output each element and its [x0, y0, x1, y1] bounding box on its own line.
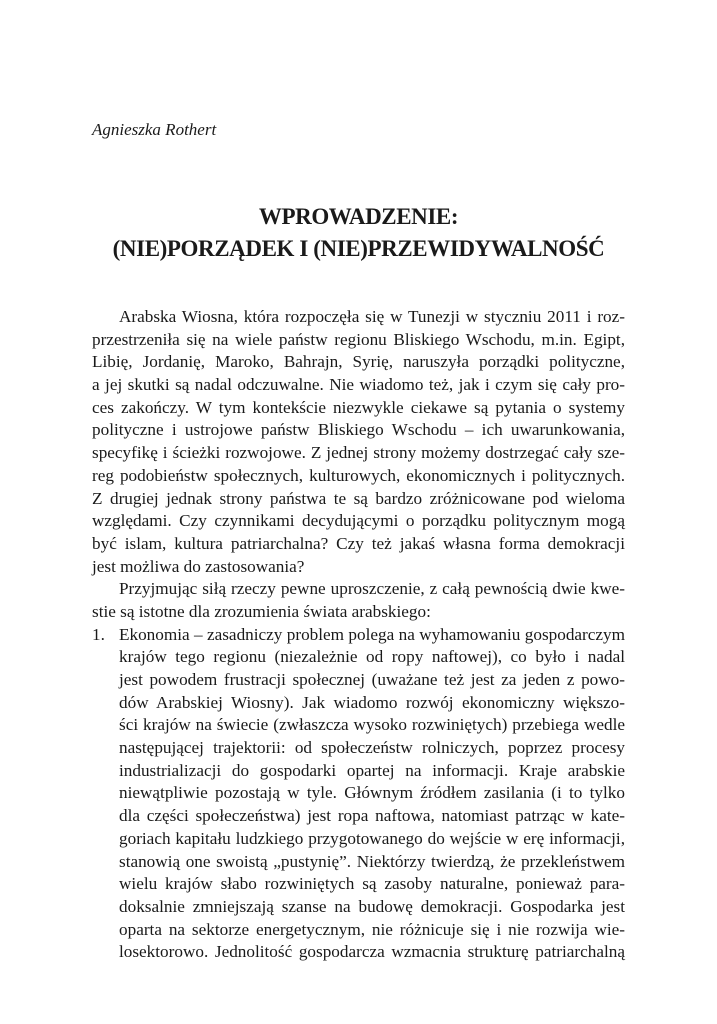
text-line: losektorowo. Jednolitość gospodarcza wzmacnia strukturę patriarchalną — [119, 942, 625, 962]
author-name: Agnieszka Rothert — [92, 120, 217, 139]
text-line: Libię, Jordanię, Maroko, Bahrajn, Syrię, naruszyła porządki polityczne, — [92, 352, 625, 372]
text-line: Przyjmując siłą rzeczy pewne uproszczenie, z całą pewnością dwie kwe- — [119, 579, 625, 599]
list-item-1 — [92, 624, 625, 964]
text-line: polityczne i ustrojowe państw Bliskiego Wschodu – ich uwarunkowania, — [92, 420, 625, 440]
text-line: Arabska Wiosna, która rozpoczęła się w Tunezji w styczniu 2011 i roz- — [119, 307, 625, 326]
text-line: jest możliwa do zastosowania? — [92, 556, 305, 576]
text-line: być islam, kultura patriarchalna? Czy też jakaś własna forma demokracji — [92, 533, 625, 553]
body-text — [92, 306, 625, 964]
list-item-number: 1. — [92, 624, 105, 644]
text-line: stie są istotne dla zrozumienia świata arabskiego: — [92, 601, 431, 621]
text-line: następującej trajektorii: od społeczeństw rolniczych, poprzez procesy — [119, 738, 625, 758]
text-line: oparta na sektorze energetycznym, nie różnicuje się i nie rozwija wie- — [119, 919, 625, 939]
text-line: dla części społeczeństwa) jest ropa naftowa, natomiast patrząc w kate- — [119, 806, 625, 826]
text-line: reg podobieństw społecznych, kulturowych, ekonomicznych i politycznych. — [92, 465, 625, 485]
text-line: niewątpliwie pozostają w tyle. Głównym źródłem zasilania (i to tylko — [119, 783, 625, 803]
text-line: doksalnie zmniejszają szanse na budowę demokracji. Gospodarka jest — [119, 896, 625, 916]
chapter-title — [92, 201, 625, 265]
text-line: wielu krajów słabo rozwiniętych są zasoby naturalne, ponieważ para- — [119, 874, 625, 894]
text-line: ces zakończy. W tym kontekście niezwykle ciekawe są pytania o systemy — [92, 397, 625, 417]
text-line: ści krajów na świecie (zwłaszcza wysoko rozwiniętych) przebiega wedle — [119, 715, 625, 735]
paragraph-2 — [92, 578, 625, 623]
text-line: przestrzeniła się na wiele państw regionu Bliskiego Wschodu, m.in. Egipt, — [92, 329, 625, 349]
text-line: stanowią one swoistą „pustynię”. Niektórzy twierdzą, że przekleństwem — [119, 851, 625, 871]
text-line: krajów tego regionu (niezależnie od ropy naftowej), co było i nadal — [119, 647, 625, 667]
text-line: dów Arabskiej Wiosny). Jak wiadomo rozwój ekonomiczny większo- — [119, 692, 625, 712]
text-line: specyfikę i ścieżki rozwojowe. Z jednej strony możemy dostrzegać cały sze- — [92, 443, 625, 463]
text-line: industrializacji do gospodarki opartej na informacji. Kraje arabskie — [119, 760, 625, 780]
text-line: a jej skutki są nadal odczuwalne. Nie wiadomo też, jak i czym się cały pro- — [92, 375, 625, 395]
chapter-title-line-2: (NIE)PORZĄDEK I (NIE)PRZEWIDYWALNOŚĆ — [112, 236, 605, 261]
paragraph-1 — [92, 306, 625, 578]
text-line: Ekonomia – zasadniczy problem polega na wyhamowaniu gospodarczym — [119, 624, 625, 644]
text-line: Z drugiej jednak strony państwa te są bardzo zróżnicowane pod wieloma — [92, 488, 625, 508]
list-item-first-line — [92, 624, 625, 647]
text-line: względami. Czy czynnikami decydującymi o porządku politycznym mogą — [92, 511, 625, 531]
chapter-title-line-1: WPROWADZENIE: — [258, 204, 459, 229]
text-line: jest powodem frustracji społecznej (uważane też jest za jeden z powo- — [119, 670, 625, 689]
text-line: goriach kapitału ludzkiego przygotowanego do wejście w erę informacji, — [119, 828, 625, 848]
